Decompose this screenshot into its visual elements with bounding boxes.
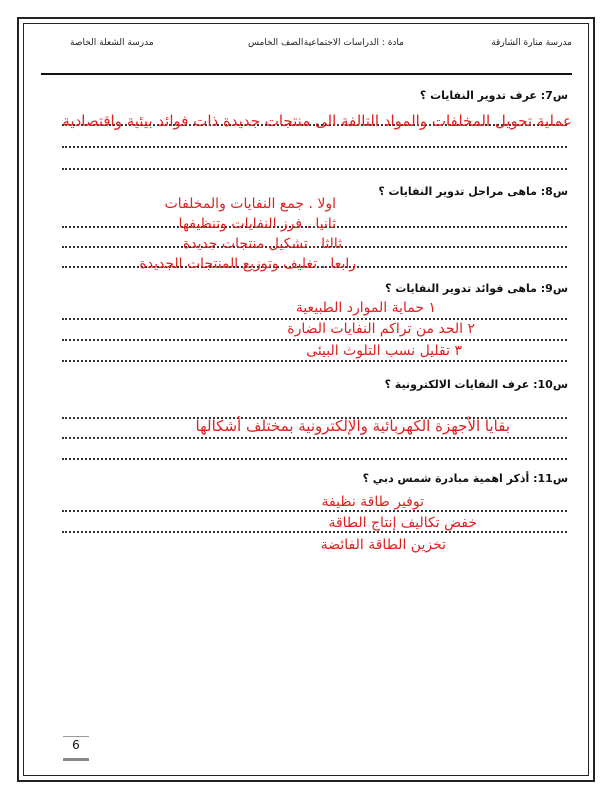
answer-line <box>62 510 567 512</box>
question-8: س8: ماهى مراحل تدوير النفايات ؟ <box>378 185 568 198</box>
question-11: س11: أذكر اهمية مبادرة شمس دبي ؟ <box>362 472 568 485</box>
answer-line <box>62 360 567 362</box>
answer-11-3: تخزين الطاقة الفائضة <box>320 537 446 553</box>
question-7: س7: عرف تدوير النفايات ؟ <box>419 89 568 102</box>
page-number-top-rule <box>63 736 89 737</box>
answer-line <box>62 531 567 533</box>
answer-line <box>62 339 567 341</box>
answer-9-3: ٣ تقليل نسب التلوث البيئى <box>306 343 462 359</box>
header-rule <box>41 73 572 75</box>
header-grade: الصف الخامس <box>248 38 304 48</box>
answer-line <box>62 437 567 439</box>
answer-8-3: ثالثا . تشكيل منتجات جديدة <box>182 236 342 252</box>
answer-line <box>62 168 567 170</box>
page-number-box <box>63 736 89 761</box>
page-number: 6 <box>72 738 80 752</box>
answer-line <box>62 318 567 320</box>
question-9: س9: ماهى فوائد تدوير النفايات ؟ <box>385 282 568 295</box>
answer-11-2: خفض تكاليف إنتاج الطاقة <box>328 515 477 531</box>
header-school-2: مدرسة الشعلة الخاصة <box>70 38 154 48</box>
answer-line <box>62 458 567 460</box>
answer-8-2: ثانيا . فرز النفايات وتنظيفها <box>178 216 336 232</box>
answer-9-1: ١ حماية الموارد الطبيعية <box>295 300 436 316</box>
header-subject: مادة : الدراسات الاجتماعية <box>303 38 404 48</box>
answer-10-1: بقايا الأجهزة الكهربائية والإلكترونية بمختلف أشكالها <box>195 417 510 435</box>
answer-line <box>62 146 567 148</box>
page-border-inner <box>23 23 589 776</box>
answer-9-2: ٢ الحد من تراكم النفايات الضارة <box>287 321 475 337</box>
answer-8-4: رابعا . تغليف وتوزيع المنتجات الجديدة <box>139 256 356 272</box>
question-10: س10: عرف النفايات الالكترونية ؟ <box>384 378 568 391</box>
answer-7-1: عملية تحويل المخلفات والمواد التالفة الى منتجات جديدة ذات فوائد بيئية واقتصادية <box>62 112 572 130</box>
answer-11-1: توفير طاقة نظيفة <box>321 494 424 510</box>
answer-8-1: اولا . جمع النفايات والمخلفات <box>164 196 336 212</box>
header-school: مدرسة منارة الشارقة <box>491 38 572 48</box>
